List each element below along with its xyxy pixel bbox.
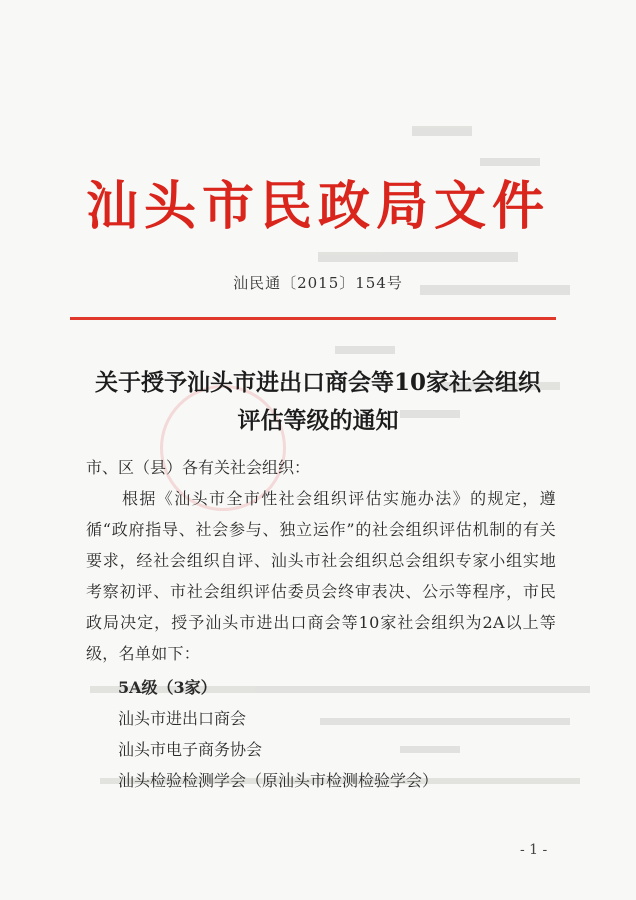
- document-header-title: 汕头市民政局文件: [85, 176, 550, 237]
- award-list: [118, 672, 438, 796]
- list-item: 汕头市进出口商会: [118, 709, 247, 728]
- body-paragraph: 根据《汕头市全市性社会组织评估实施办法》的规定，遵循“政府指导、社会参与、独立运作”的社会组织评估机制的有关要求，经社会组织自评、汕头市社会组织总会组织专家小组实地考察初评、市社会组织评估委员会终审表决、公示等程序，市民政局决定，授予汕头市进出口商会等10家社会组织为2A以上等级，名单如下：: [86, 489, 556, 663]
- page-number: - 1 -: [520, 842, 548, 858]
- notice-body: [86, 452, 556, 669]
- red-header-rule: [70, 317, 556, 320]
- list-item: 汕头市电子商务协会: [118, 740, 263, 759]
- list-item: 汕头检验检测学会（原汕头市检测检验学会）: [118, 771, 439, 790]
- list-category: 5A级（3家）: [118, 678, 217, 697]
- notice-title-line2: 评估等级的通知: [237, 407, 399, 434]
- document-number: 汕民通〔2015〕154号: [233, 274, 403, 292]
- notice-title-line1: 关于授予汕头市进出口商会等10家社会组织: [94, 369, 541, 396]
- salutation: 市、区（县）各有关社会组织：: [86, 458, 311, 477]
